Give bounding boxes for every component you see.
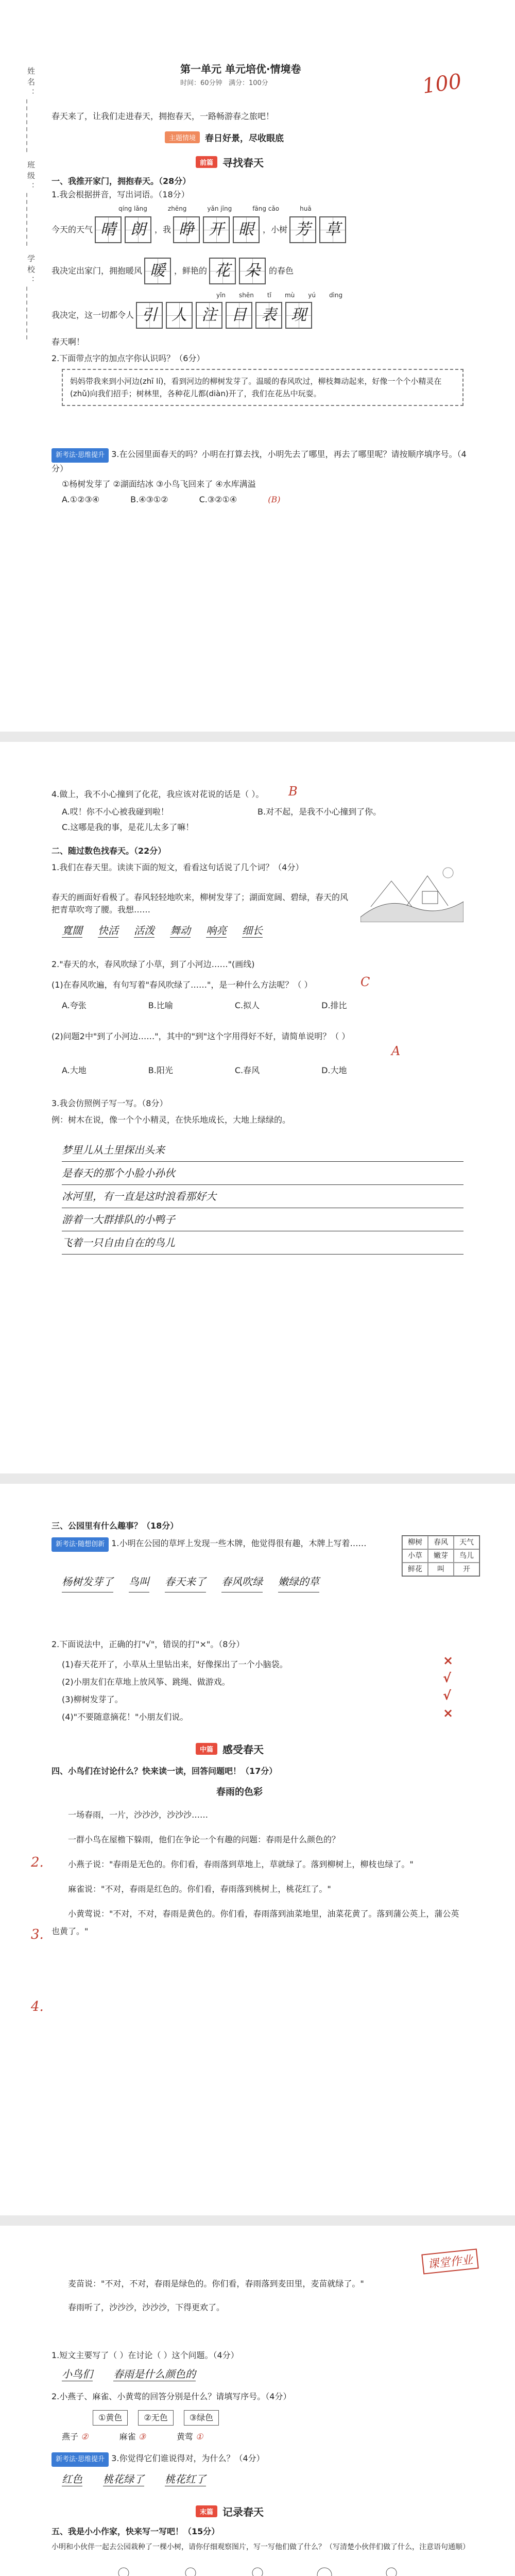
exam-score: 满分：100分 [228, 79, 268, 87]
line-2b: ，鲜艳的 [174, 266, 208, 276]
judge-item: (2)小朋友们在草地上放风筝、跳绳、做游戏。 [62, 1677, 230, 1687]
story-paragraph: 春雨听了，沙沙沙，沙沙沙，下得更欢了。 [68, 2302, 225, 2312]
handwritten-word: 红色 [62, 2471, 82, 2486]
question-1-1: 1.我会根据拼音，写出词语。（18分） [52, 190, 190, 199]
judge-item: (4)"不要随意摘花！"小朋友们说。 [62, 1712, 188, 1722]
pinyin-10: yú [308, 292, 316, 299]
question-3-2-items [62, 1656, 453, 1726]
text-c: ，小树 [263, 225, 288, 234]
side-label-name: 姓名 [26, 67, 36, 89]
bird-pick: ③ [138, 2432, 146, 2442]
judge-item: (1)春天花开了，小草从土里钻出来，好像探出了一个小脑袋。 [62, 1659, 288, 1669]
judge-mark: × [443, 1706, 454, 1720]
page-4 [0, 2226, 515, 2576]
answer-option[interactable]: C.这哪是我的事，是花儿太多了嘛！ [62, 822, 194, 832]
q2-2-a-pick: C [360, 975, 370, 989]
answer-option[interactable]: D.排比 [321, 1001, 347, 1010]
table-cell: 小草 [402, 1549, 428, 1563]
story-paragraph: 小黄莺说："不对，不对，春雨是黄色的。你们看，春雨落到油菜地里，油菜花黄了。落到蒲公英上，蒲公英也黄了。" [52, 1909, 459, 1936]
pinyin-5: huā [300, 205, 312, 212]
line-2: 我决定出家门，拥抱暖风 [52, 266, 143, 276]
question-5: 五、我是小小作家，快来写一写吧！（15分） [52, 2527, 220, 2536]
mid-badge: 中篇 [196, 1743, 217, 1755]
question-5-desc: 小明和小伙伴一起去公园栽种了一棵小树，请你仔细观察图片，写一写他们做了什么？（写清楚小伙伴们做了什么，注意语句通顺） [52, 2543, 470, 2551]
story-paragraph: 麻雀说："不对，春雨是红色的。你们看，春雨落到桃树上，桃花红了。" [68, 1884, 331, 1894]
question-1-2: 2.下面带点字的加点字你认识吗？（6分） [52, 353, 205, 363]
theme-badge: 主题情境 [165, 131, 200, 143]
table-cell: 天气 [454, 1536, 479, 1549]
pinyin-2: zhēng [167, 205, 187, 212]
page-1 [0, 0, 515, 732]
question-2-2-a: (1)在春风吹遍，有句写着"春风吹绿了……"，是一种什么方法呢？（ ） [52, 980, 313, 990]
homework-stamp: 课堂作业 [421, 2248, 479, 2274]
writing-row-2 [52, 258, 294, 284]
side-margin: 姓名：________ 班级：________ 学校：________ [26, 67, 36, 343]
judge-marks [443, 1652, 453, 1722]
handwritten-word: 响亮 [206, 922, 227, 938]
hanzi-box[interactable]: 朗 [125, 216, 151, 243]
answer-option[interactable]: A.夸张 [62, 1001, 87, 1010]
story-body [52, 1806, 464, 1947]
line-3: 我决定，这一切都令人 [52, 310, 134, 320]
new-method-tag: 新考法·思维提升 [52, 448, 109, 463]
answer-option[interactable]: C.拟人 [234, 1001, 260, 1010]
question-2-2-a-options [62, 999, 347, 1012]
handwritten-sentences [62, 1139, 464, 1255]
table-cell: 嫩芽 [428, 1549, 454, 1563]
question-4-3 [52, 2452, 474, 2467]
question-4-1: 1.短文主要写了（ ）在讨论（ ）这个问题。（4分） [52, 2350, 239, 2360]
text-b: ，我 [154, 225, 171, 234]
hanzi-box[interactable]: 表 [255, 302, 282, 329]
mid-title: 感受春天 [222, 1743, 264, 1756]
section-end-heading [196, 2504, 264, 2519]
bird-label: 麻雀 [119, 2432, 136, 2442]
score-handwritten: 100 [421, 69, 464, 99]
option-box: ①黄色 [93, 2410, 128, 2426]
pinyin-1: qíng lǎng [118, 205, 147, 212]
section-mid-heading [196, 1741, 264, 1756]
pinyin-row-1 [118, 205, 312, 212]
q4-2-options [93, 2410, 219, 2426]
handwritten-word: 春雨是什么颜色的 [113, 2366, 196, 2381]
question-1-3 [52, 448, 474, 475]
passage-2-1: 春天的画面好看极了。春风轻轻地吹来，柳树发芽了；湖面宽阔、碧绿，春天的风把青草吹弯了腰。我想…… [52, 892, 349, 914]
question-4-options [62, 806, 453, 834]
table-cell: 春风 [428, 1536, 454, 1549]
answer-option[interactable]: B.对不起，是我不小心撞到了你。 [258, 807, 382, 817]
bird-label: 燕子 [62, 2432, 79, 2442]
story-title: 春雨的色彩 [216, 1787, 263, 1798]
kid-figure-icon [237, 2566, 278, 2576]
answer-option[interactable]: B.④③①② [130, 495, 168, 504]
handwritten-word: 寬闊 [62, 922, 82, 938]
hanzi-box[interactable]: 朵 [239, 258, 266, 284]
handwritten-word: 快活 [98, 922, 118, 938]
question-2-2-b: (2)问题2中"到了小河边……"，其中的"到"这个字用得好不好，请简单说明？（ ） [52, 1031, 350, 1041]
side-label-school: 学校 [26, 254, 36, 276]
pinyin-4: fāng cǎo [252, 205, 280, 212]
handwritten-word: 春风吹绿 [221, 1571, 263, 1592]
margin-number: 2. [31, 1855, 44, 1870]
kid-figure-icon [103, 2566, 144, 2576]
pinyin-7: shēn [239, 292, 254, 299]
end-title: 记录春天 [222, 2506, 264, 2518]
question-3: 三、公园里有什么趣事？（18分） [52, 1521, 179, 1531]
pinyin-8: tǐ [267, 292, 271, 299]
judge-mark: √ [443, 1671, 452, 1685]
handwritten-line: 冰河里，有一直是这时浪看那好大 [62, 1185, 464, 1208]
sapling-icon [304, 2566, 345, 2576]
q4-2-labels [62, 2431, 203, 2443]
option-box: ②无色 [138, 2410, 173, 2426]
hanzi-box[interactable]: 人 [166, 302, 193, 329]
hanzi-box[interactable]: 眼 [233, 216, 260, 243]
hanzi-box[interactable]: 花 [209, 258, 236, 284]
passage-box: 妈妈带我来到小河边(zhī lí)，看到河边的柳树发芽了。温暖的春风吹过，柳枝舞动起来，好像一个个小精灵在(zhǔ)向我们招手；树林里，各种花儿都(diàn)开了，我们在花丛中玩耍。 [62, 369, 464, 406]
page-3 [0, 1484, 515, 2215]
q2-2-b-pick: A [391, 1044, 401, 1058]
question-4-2: 2.小燕子、麻雀、小黄莺的回答分别是什么？请填写序号。（4分） [52, 2392, 291, 2401]
hanzi-box[interactable]: 晴 [95, 216, 122, 243]
section-1-heading [196, 155, 264, 170]
end-badge: 末篇 [196, 2505, 217, 2517]
theme-text: 春日好景，尽收眼底 [205, 133, 284, 144]
theme-banner [165, 131, 284, 144]
line-2c: 的春色 [269, 266, 294, 276]
pinyin-row-2 [216, 292, 342, 299]
table-cell: 柳树 [402, 1536, 428, 1549]
story-paragraph: 小燕子说："春雨是无色的。你们看，春雨落到草地上，草就绿了。落到柳树上，柳枝也绿了。" [68, 1859, 414, 1869]
q3-handwritten [62, 1571, 371, 1592]
question-2-1: 1.我们在春天里。读读下面的短文，看看这句话说了几个词？（4分） [52, 862, 304, 872]
answer-option[interactable]: A.大地 [62, 1065, 87, 1075]
side-label-class: 班级 [26, 160, 36, 182]
question-4-heading: 四、小鸟们在讨论什么？快来读一读，回答问题吧！（17分） [52, 1766, 278, 1776]
answer-option[interactable]: D.大地 [321, 1065, 347, 1075]
landscape-illustration [360, 860, 464, 922]
question-1-3-options: ①杨树发芽了 ②湖面结冰 ③小鸟飞回来了 ④水库满溢 [62, 479, 256, 489]
story-paragraph: 一群小鸟在屋檐下躲雨，他们在争论一个有趣的问题：春雨是什么颜色的？ [68, 1835, 340, 1844]
question-2-2: 2."春天的水，春风吹绿了小草，到了小河边……"(画线) [52, 959, 255, 969]
question-4: 4.做上，我不小心撞到了化花，我应该对花说的话是（ ）。 [52, 789, 264, 799]
hanzi-box[interactable]: 暖 [144, 258, 171, 284]
handwritten-word: 春天来了 [165, 1571, 206, 1592]
question-2-2-b-options [62, 1064, 347, 1077]
pinyin-11: dìng [329, 292, 343, 299]
question-2-3: 3.我会仿照例子写一写。（8分） [52, 1098, 168, 1108]
handwritten-line: 梦里儿从土里探出头来 [62, 1139, 464, 1162]
hanzi-box[interactable]: 注 [196, 302, 222, 329]
word-table [402, 1535, 480, 1577]
pinyin-3: yǎn jīng [207, 205, 232, 212]
handwritten-line: 游着一大群排队的小鸭子 [62, 1208, 464, 1231]
hanzi-box[interactable]: 引 [136, 302, 163, 329]
hanzi-box[interactable]: 开 [203, 216, 230, 243]
table-cell: 鲜花 [402, 1563, 428, 1576]
story-continued [52, 2275, 464, 2316]
answer-pick: (B) [268, 495, 281, 504]
intro-text: 春天来了，让我们走进春天，拥抱春天，一路畅游春之旅吧！ [52, 111, 274, 121]
answer-option[interactable]: B.比喻 [148, 1001, 173, 1010]
q4-3-answers [62, 2471, 206, 2486]
handwritten-word: 小鸟们 [62, 2366, 93, 2381]
text-a: 今天的天气 [52, 225, 93, 234]
question-3-1-text: 1.小明在公园的草坪上发现一些木牌，他觉得很有趣，木牌上写着…… [111, 1538, 367, 1548]
bird-pick: ① [196, 2432, 203, 2442]
question-1-3-text: 3.在公园里面春天的吗？小明在打算去找，小明先去了哪里，再去了哪里呢？请按顺序填序号。（4分） [52, 449, 467, 473]
handwritten-word: 桃花绿了 [103, 2471, 144, 2486]
answer-option[interactable]: A.①②③④ [62, 495, 100, 504]
section-1-badge: 前篇 [196, 156, 217, 168]
judge-item: (3)柳树发芽了。 [62, 1694, 123, 1704]
hanzi-box[interactable]: 现 [285, 302, 312, 329]
new-method-tag: 新考法·随想创新 [52, 1537, 109, 1552]
handwritten-word: 鸟叫 [129, 1571, 149, 1592]
question-1: 一、我推开家门，拥抱春天。（28分） [52, 176, 191, 186]
handwritten-word: 活泼 [134, 922, 154, 938]
question-2-3-example: 例：树木在说，像一个个小精灵，在快乐地成长，大地上绿绿的。 [52, 1115, 291, 1125]
handwritten-word: 舞动 [170, 922, 191, 938]
new-method-tag: 新考法·思维提升 [52, 2452, 109, 2467]
margin-number: 3. [31, 1927, 44, 1942]
writing-row-3 [52, 302, 313, 329]
question-2: 二、随过数色找春天。（22分） [52, 846, 166, 856]
margin-number: 4. [31, 1999, 44, 2014]
handwritten-word: 细长 [242, 922, 263, 938]
writing-row-1 [52, 216, 347, 243]
pinyin-9: mù [284, 292, 295, 299]
kid-figure-icon [371, 2566, 412, 2576]
handwritten-line: 飞着一只自由自在的鸟儿 [62, 1231, 464, 1255]
hanzi-box[interactable]: 芳 [289, 216, 316, 243]
answer-option[interactable]: C.③②①④ [199, 495, 237, 504]
judge-mark: × [443, 1653, 454, 1668]
handwritten-line: 是春天的那个小脸小孙伙 [62, 1162, 464, 1185]
table-cell: 开 [454, 1563, 479, 1576]
table-cell: 鸟儿 [454, 1549, 479, 1563]
bird-pick: ② [81, 2432, 89, 2442]
handwritten-word: 桃花红了 [165, 2471, 206, 2486]
hanzi-box[interactable]: 睁 [173, 216, 200, 243]
question-3-1 [52, 1537, 381, 1552]
unit-title: 第一单元 单元培优·情境卷 [180, 63, 301, 75]
answer-option[interactable]: A.哎！你不小心被我碰到啦！ [62, 807, 169, 817]
table-cell: 叫 [428, 1563, 454, 1576]
q4-1-answers [62, 2366, 196, 2381]
option-box: ③绿色 [184, 2410, 219, 2426]
line-4: 春天啊！ [52, 337, 85, 347]
exam-meta [180, 77, 268, 90]
story-paragraph: 一场春雨，一片，沙沙沙，沙沙沙…… [68, 1810, 209, 1820]
bird-label: 黄莺 [176, 2432, 193, 2442]
handwritten-words [62, 922, 263, 938]
exam-time: 时间：60分钟 [180, 79, 222, 87]
hanzi-box[interactable]: 草 [319, 216, 346, 243]
section-1-title: 寻找春天 [222, 157, 264, 169]
story-paragraph: 麦苗说："不对，不对，春雨是绿色的。你们看，春雨落到麦田里，麦苗就绿了。" [68, 2279, 364, 2289]
handwritten-word: 嫩绿的草 [278, 1571, 319, 1592]
question-1-3-answers [62, 494, 280, 506]
judge-mark: √ [443, 1688, 452, 1703]
page-2 [0, 742, 515, 1473]
answer-option[interactable]: C.春风 [234, 1065, 260, 1075]
answer-option[interactable]: B.阳光 [148, 1065, 173, 1075]
pinyin-6: yǐn [216, 292, 226, 299]
question-3-2: 2.下面说法中，正确的打"√"，错误的打"×"。（8分） [52, 1639, 245, 1649]
question-4-3-text: 3.你觉得它们谁说得对，为什么？（4分） [111, 2453, 265, 2463]
tree-planting-illustration [103, 2566, 412, 2576]
q4-pick: B [288, 784, 298, 799]
handwritten-word: 杨树发芽了 [62, 1571, 113, 1592]
kid-figure-icon [170, 2566, 211, 2576]
hanzi-box[interactable]: 目 [226, 302, 252, 329]
